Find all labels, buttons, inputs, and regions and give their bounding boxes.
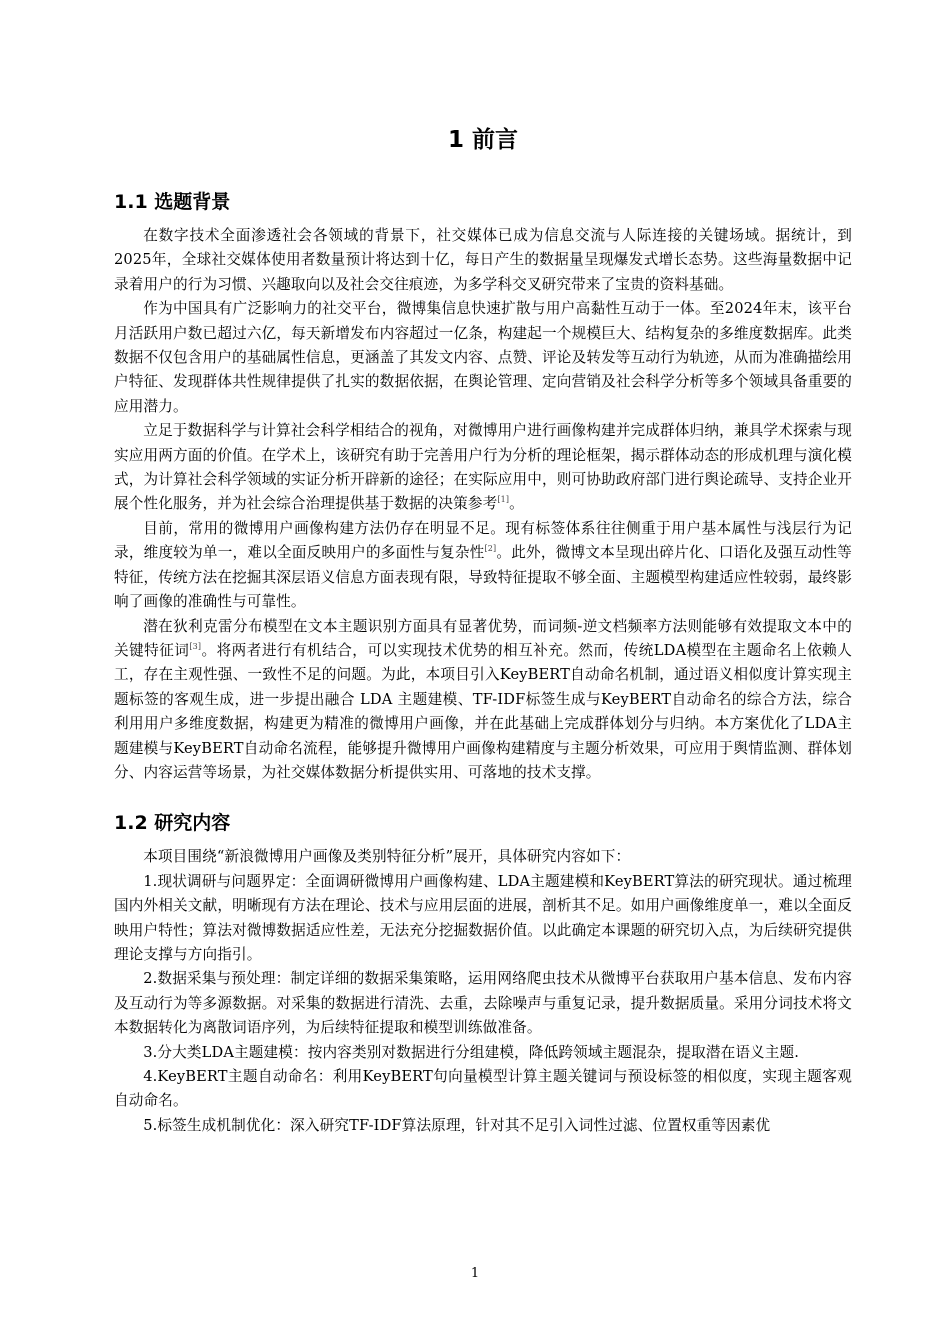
citation-marker[interactable]: [1] (497, 495, 510, 505)
citation-marker[interactable]: [3] (189, 642, 202, 652)
list-item: 1.现状调研与问题界定：全面调研微博用户画像构建、LDA主题建模和KeyBERT算法的研究现状。通过梳理国内外相关文献，明晰现有方法在理论、技术与应用层面的进展，剖析其不足。如用户画像维度单一，难以全面反映用户特性；算法对微博数据适应性差，无法充分挖掘数据价值。以此确定本课题的研究切入点，为后续研究提供理论支撑与方向指引。 (114, 872, 852, 963)
section-heading-research-content: 1.2 研究内容 (114, 812, 231, 835)
section-background (114, 186, 852, 785)
page-content (114, 122, 852, 1138)
chapter-title: 1 前言 (447, 127, 518, 153)
paragraph: 潜在狄利克雷分布模型在文本主题识别方面具有显著优势，而词频-逆文档频率方法则能够有效提取文本中的关键特征词[3]。将两者进行有机结合，可以实现技术优势的相互补充。然而，传统LDA模型在主题命名上依赖人工，存在主观性强、一致性不足的问题。为此，本项目引入KeyBERT自动命名机制，通过语义相似度计算实现主题标签的客观生成，进一步提出融合 LDA 主题建模、TF-IDF标签生成与KeyBERT自动命名的综合方法，综合利用用户多维度数据，构建更为精准的微博用户画像，并在此基础上完成群体划分与归纳。本方案优化了LDA主题建模与KeyBERT自动命名流程，能够提升微博用户画像构建精度与主题分析效果，可应用于舆情监测、群体划分、内容运营等场景，为社交媒体数据分析提供实用、可落地的技术支撑。 (114, 617, 852, 781)
list-item: 3.分大类LDA主题建模：按内容类别对数据进行分组建模，降低跨领域主题混杂，提取潜在语义主题. (143, 1043, 800, 1061)
list-item: 5.标签生成机制优化：深入研究TF-IDF算法原理，针对其不足引入词性过滤、位置权重等因素优 (143, 1116, 771, 1134)
paragraph: 立足于数据科学与计算社会科学相结合的视角，对微博用户进行画像构建并完成群体归纳，兼具学术探索与现实应用两方面的价值。在学术上，该研究有助于完善用户行为分析的理论框架，揭示群体动态的形成机理与演化模式，为计算社会科学领域的实证分析开辟新的途径；在实际应用中，则可协助政府部门进行舆论疏导、支持企业开展个性化服务，并为社会综合治理提供基于数据的决策参考[1]。 (114, 422, 852, 513)
paragraph: 本项目围绕“新浪微博用户画像及类别特征分析”展开，具体研究内容如下： (143, 848, 631, 866)
page-number: 1 (470, 1266, 480, 1281)
paragraph: 目前，常用的微博用户画像构建方法仍存在明显不足。现有标签体系往往侧重于用户基本属性与浅层行为记录，维度较为单一，难以全面反映用户的多面性与复杂性[2]。此外，微博文本呈现出碎片化、口语化及强互动性等特征，传统方法在挖掘其深层语义信息方面表现有限，导致特征提取不够全面、主题模型构建适应性较弱，最终影响了画像的准确性与可靠性。 (114, 519, 852, 611)
section-heading-background: 1.1 选题背景 (114, 191, 231, 213)
citation-marker[interactable]: [2] (484, 544, 497, 554)
paragraph: 作为中国具有广泛影响力的社交平台，微博集信息快速扩散与用户高黏性互动于一体。至2024年末，该平台月活跃用户数已超过六亿，每天新增发布内容超过一亿条，构建起一个规模巨大、结构复杂的多维度数据库。此类数据不仅包含用户的基础属性信息，更涵盖了其发文内容、点赞、评论及转发等互动行为轨迹，从而为准确描绘用户特征、发现群体共性规律提供了扎实的数据依据，在舆论管理、定向营销及社会科学分析等多个领域具备重要的应用潜力。 (114, 300, 852, 415)
list-item: 4.KeyBERT主题自动命名：利用KeyBERT句向量模型计算主题关键词与预设标签的相似度，实现主题客观自动命名。 (114, 1068, 852, 1110)
list-item: 2.数据采集与预处理：制定详细的数据采集策略，运用网络爬虫技术从微博平台获取用户基本信息、发布内容及互动行为等多源数据。对采集的数据进行清洗、去重，去除噪声与重复记录，提升数据质量。采用分词技术将文本数据转化为离散词语序列，为后续特征提取和模型训练做准备。 (114, 970, 852, 1037)
paragraph: 在数字技术全面渗透社会各领域的背景下，社交媒体已成为信息交流与人际连接的关键场域。据统计，到2025年，全球社交媒体使用者数量预计将达到十亿，每日产生的数据量呈现爆发式增长态势。这些海量数据中记录着用户的行为习惯、兴趣取向以及社会交往痕迹，为多学科交叉研究带来了宝贵的资料基础。 (114, 227, 852, 293)
section-research-content (114, 807, 852, 1138)
